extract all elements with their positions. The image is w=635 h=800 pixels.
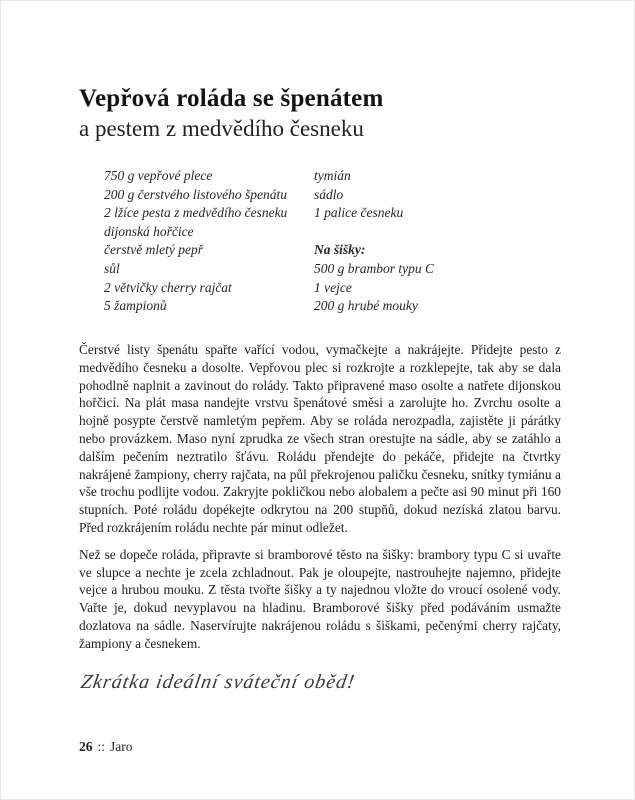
ingredient-item: sádlo [314,186,344,202]
closing-note: Zkrátka ideální sváteční oběd! [79,671,357,693]
ingredient-item: 750 g vepřové plece [104,168,213,183]
ingredient-item: 1 palice česneku [314,205,404,221]
ingredients-list [104,167,564,316]
recipe-paragraph: Čerstvé listy špenátu spařte vařící vodou, vymačkejte a nakrájejte. Přidejte pesto z medvědího česneku a dosolte. Vepřovou plec si rozkrojte a rozklepejte, tak aby se dala pohodlně naplnit a zavinout do rolády. Takto připravené maso osolte a natřete dijonskou hořčicí. Na plát masa nandejte vrstvu špenátové směsi a zarolujte ho. Zvrchu osolte a hojně posypte čerstvě namletým pepřem. Aby se roláda nerozpadla, zajistěte ji párátky nebo provázkem. Maso nyní zprudka ze všech stran orestujte na sádle, aby se zatáhlo a dalším pečením neztratilo šťávu. Roládu přendejte do pekáče, přidejte na čtvrtky nakrájené žampiony, cherry rajčata, na půl překrojenou paličku česneku, snítky tymiánu a vše trochu podlijte vodou. Zakryjte pokličkou nebo alobalem a pečte asi 90 minut při 160 stupních. Poté roládu dopékejte odkrytou na 200 stupňů, dokud nezíská zlatou barvu. Před rozkrájením roládu nechte pár minut odležet. [79,342,561,535]
recipe-paragraph: Než se dopeče roláda, připravte si bramborové těsto na šišky: brambory typu C si uvařte ve slupce a nechte je zcela zchladnout. Pak je oloupejte, nastrouhejte najemno, přidejte vejce a hrubou mouku. Z těsta tvořte šišky a ty najednou vložte do vroucí osolené vody. Vařte je, dokud nevyplavou na hladinu. Bramborové šišky před podáváním usmažte dozlatova na sádle. Naservírujte nakrájenou roládu s šiškami, pečenými cherry rajčaty, žampiony a česnekem. [79,546,561,651]
ingredients-column-left [104,167,314,316]
page-subtitle: a pestem z medvědího česneku [79,116,364,141]
ingredients-column-right [314,167,514,316]
title-block [79,85,569,142]
ingredient-item: dijonská hořčice [104,223,194,239]
recipe-instructions [79,341,561,653]
ingredient-item: 2 větvičky cherry rajčat [104,279,232,295]
ingredient-item: 500 g brambor typu C [314,260,435,276]
page-title: Vepřová roláda se špenátem [79,85,384,112]
page-number: 26 [79,739,93,754]
ingredient-item [314,223,514,242]
ingredient-item: sůl [104,260,120,276]
section-name: Jaro [110,739,133,754]
ingredients-subheading: Na šišky: [314,242,366,258]
ingredient-item: 2 lžíce pesta z medvědího česneku [104,205,288,221]
page-footer [79,739,133,755]
ingredient-item: 5 žampionů [104,298,167,314]
ingredient-item: tymián [314,168,351,183]
ingredient-item: čerstvě mletý pepř [104,242,203,258]
ingredient-item: 1 vejce [314,279,352,295]
footer-separator: :: [97,739,106,754]
ingredient-item: 200 g čerstvého listového špenátu [104,186,287,202]
ingredient-item: 200 g hrubé mouky [314,298,418,314]
